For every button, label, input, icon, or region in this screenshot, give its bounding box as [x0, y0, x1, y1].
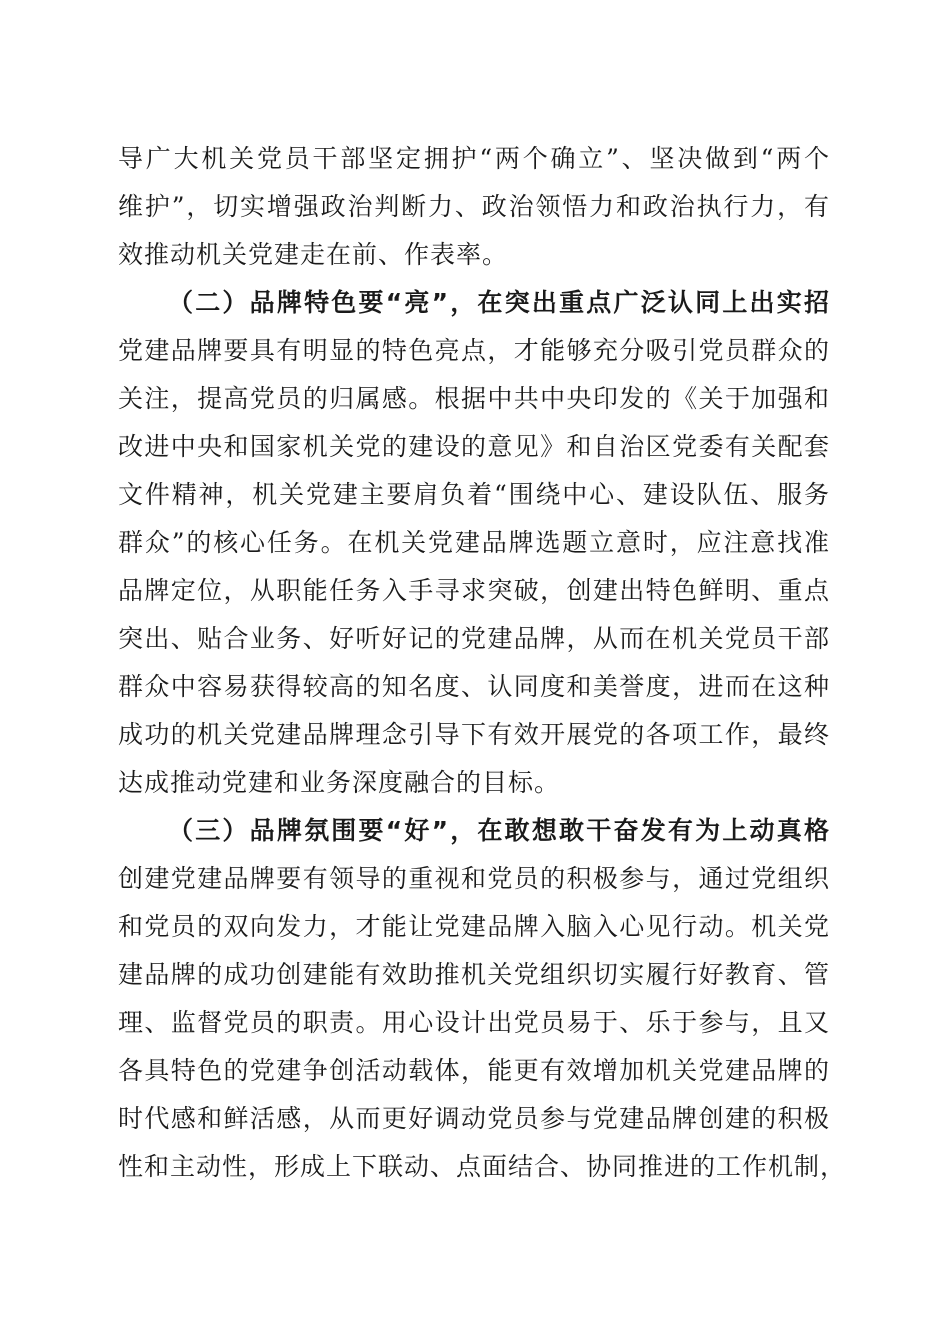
text-line: 和党员的双向发力，才能让党建品牌入脑入心见行动。机关党: [118, 912, 830, 941]
text-line: 效推动机关党建走在前、作表率。: [118, 240, 509, 269]
text-line: 群众”的核心任务。在机关党建品牌选题立意时，应注意找准: [118, 528, 830, 557]
text-line: 党建品牌要具有明显的特色亮点，才能够充分吸引党员群众的: [118, 336, 830, 365]
text-line: 建品牌的成功创建能有效助推机关党组织切实履行好教育、管: [118, 960, 830, 989]
text-line: 时代感和鲜活感，从而更好调动党员参与党建品牌创建的积极: [118, 1104, 830, 1133]
text-line: 达成推动党建和业务深度融合的目标。: [118, 768, 561, 797]
text-line: 群众中容易获得较高的知名度、认同度和美誉度，进而在这种: [118, 672, 830, 701]
text-line: 成功的机关党建品牌理念引导下有效开展党的各项工作，最终: [118, 720, 830, 749]
section-heading-2: （二）品牌特色要“亮”，在突出重点广泛认同上出实招: [168, 288, 830, 317]
text-line: 关注，提高党员的归属感。根据中共中央印发的《关于加强和: [118, 384, 830, 413]
text-line: 维护”，切实增强政治判断力、政治领悟力和政治执行力，有: [118, 192, 830, 221]
section-heading-3: （三）品牌氛围要“好”，在敢想敢干奋发有为上动真格: [168, 816, 830, 845]
text-line: 各具特色的党建争创活动载体，能更有效增加机关党建品牌的: [118, 1056, 830, 1085]
text-line: 性和主动性，形成上下联动、点面结合、协同推进的工作机制，: [118, 1152, 847, 1181]
text-line: 创建党建品牌要有领导的重视和党员的积极参与，通过党组织: [118, 864, 830, 893]
text-line: 导广大机关党员干部坚定拥护“两个确立”、坚决做到“两个: [118, 144, 830, 173]
text-line: 突出、贴合业务、好听好记的党建品牌，从而在机关党员干部: [118, 624, 830, 653]
text-line: 改进中央和国家机关党的建设的意见》和自治区党委有关配套: [118, 432, 830, 461]
text-line: 文件精神，机关党建主要肩负着“围绕中心、建设队伍、服务: [118, 480, 830, 509]
text-line: 理、监督党员的职责。用心设计出党员易于、乐于参与，且又: [118, 1008, 830, 1037]
text-line: 品牌定位，从职能任务入手寻求突破，创建出特色鲜明、重点: [118, 576, 830, 605]
